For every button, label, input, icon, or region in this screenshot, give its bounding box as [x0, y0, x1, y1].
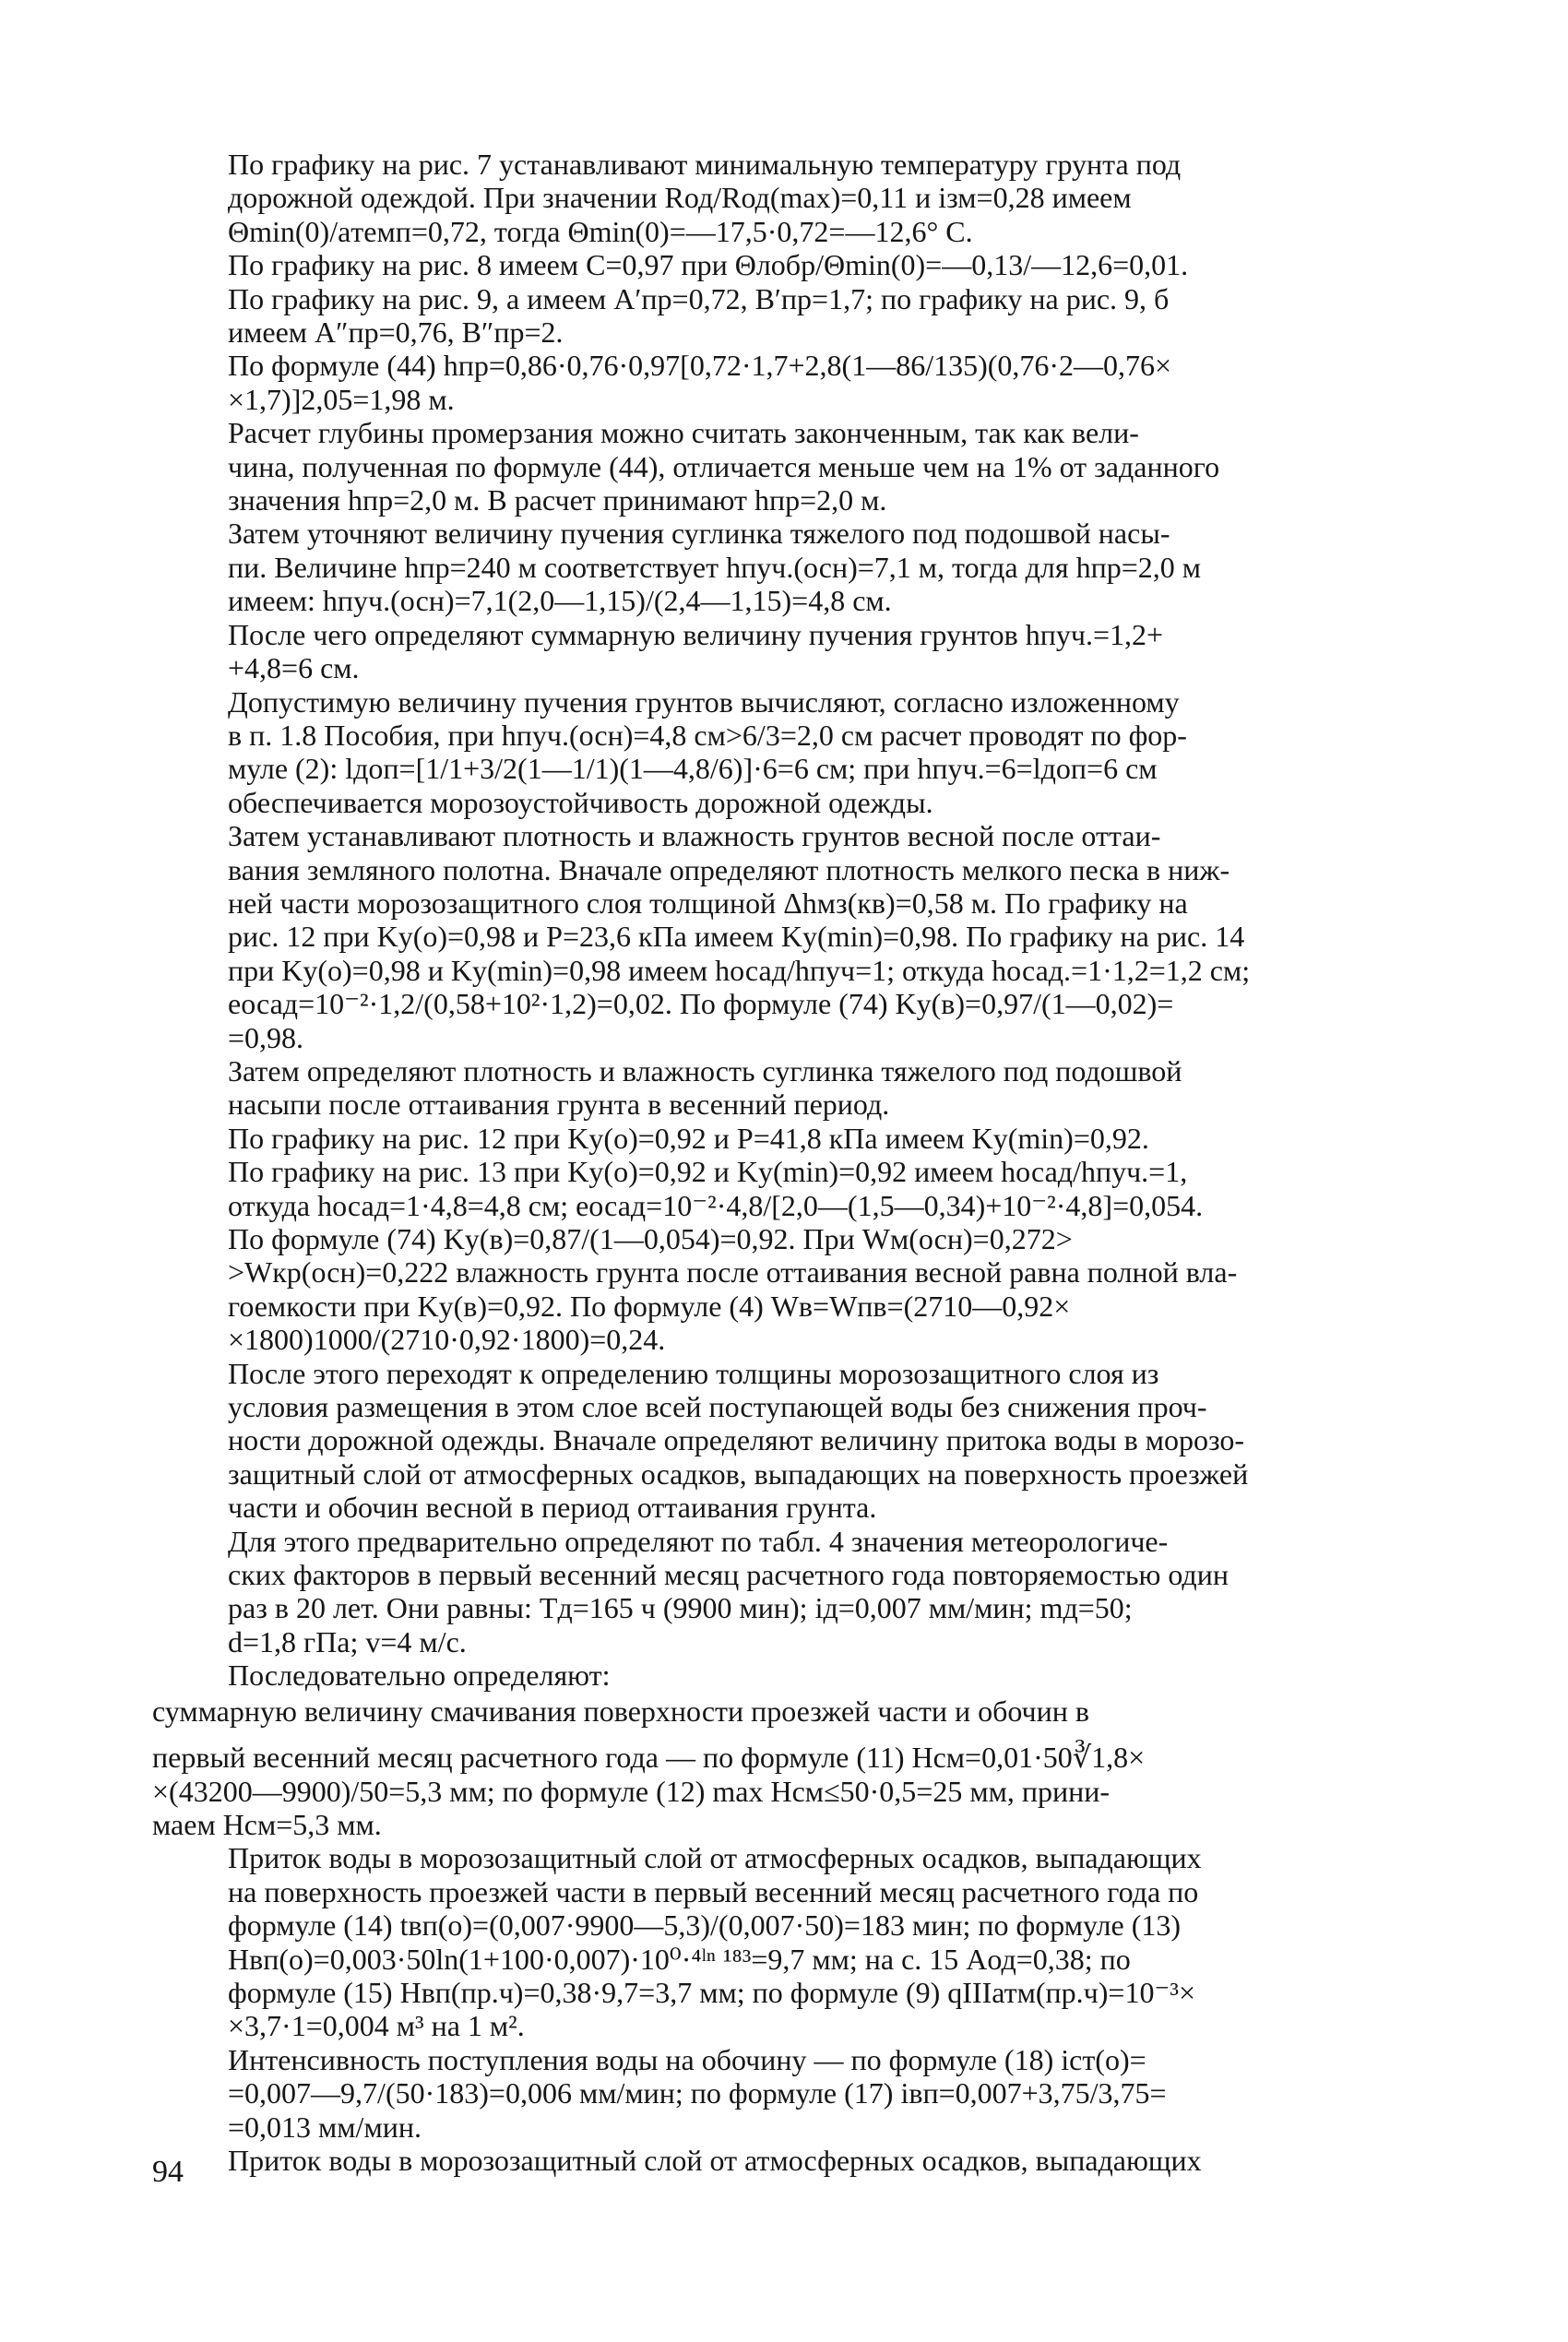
text-line: рис. 12 при Kу(о)=0,98 и P=23,6 кПа имеем Kу(min)=0,98. По графику на рис. 14	[228, 920, 1245, 954]
text-line: маем Hсм=5,3 мм.	[152, 1807, 382, 1841]
paragraph	[152, 1054, 1425, 1122]
text-line: По графику на рис. 8 имеем C=0,97 при Θлобр/Θmin(0)=—0,13/—12,6=0,01.	[228, 248, 1189, 282]
paragraph	[152, 2043, 1425, 2144]
text-line: дорожной одеждой. При значении Rод/Rод(max)=0,11 и iзм=0,28 имеем	[228, 181, 1132, 215]
text-line: вания земляного полотна. Вначале определяют плотность мелкого песка в ниж-	[228, 852, 1230, 886]
text-line: Для этого предварительно определяют по табл. 4 значения метеорологиче-	[228, 1524, 1169, 1558]
text-line: Допустимую величину пучения грунтов вычисляют, согласно изложенному	[228, 684, 1180, 719]
paragraph	[152, 282, 1425, 350]
text-line: муле (2): lдоп=[1/1+3/2(1—1/1)(1—4,8/6)]·6=6 см; при hпуч.=6=lдоп=6 см	[228, 752, 1158, 786]
text-line: По графику на рис. 7 устанавливают минимальную температуру грунта под	[228, 148, 1182, 181]
text-line: eосад=10⁻²·1,2/(0,58+10²·1,2)=0,02. По формуле (74) Kу(в)=0,97/(1—0,02)=	[228, 987, 1174, 1021]
text-line: ней части морозозащитного слоя толщиной Δhмз(кв)=0,58 м. По графику на	[228, 886, 1188, 920]
text-line: пи. Величине hпр=240 м соответствует hпуч.(осн)=7,1 м, тогда для hпр=2,0 м	[228, 550, 1202, 584]
paragraph	[152, 1357, 1425, 1525]
text-line: =0,013 мм/мин.	[228, 2110, 422, 2144]
text-line: части и обочин весной в период оттаивания грунта.	[228, 1491, 877, 1525]
text-line: По формуле (44) hпр=0,86·0,76·0,97[0,72·1,7+2,8(1—86/135)(0,76·2—0,76×	[228, 349, 1172, 383]
text-line: откуда hосад=1·4,8=4,8 см; eосад=10⁻²·4,8/[2,0—(1,5—0,34)+10⁻²·4,8]=0,054.	[228, 1188, 1204, 1222]
paragraph	[152, 349, 1425, 416]
text-line: имеем A″пр=0,76, B″пр=2.	[228, 315, 564, 350]
text-line: Приток воды в морозозащитный слой от атмосферных осадков, выпадающих	[228, 1841, 1202, 1875]
text-line: =0,007—9,7/(50·183)=0,006 мм/мин; по формуле (17) iвп=0,007+3,75/3,75=	[228, 2076, 1167, 2110]
text-line: Hвп(о)=0,003·50ln(1+100·0,007)·10⁰·⁴ˡⁿ ¹⁸³=9,7 мм; на с. 15 Aод=0,38; по	[228, 1942, 1131, 1976]
page-number: 94	[152, 2155, 184, 2189]
text-line: насыпи после оттаивания грунта в весенний период.	[228, 1088, 890, 1122]
paragraph	[152, 1122, 1425, 1222]
text-line: раз в 20 лет. Они равны: Tд=165 ч (9900 мин); iд=0,007 мм/мин; mд=50;	[228, 1591, 1133, 1625]
text-line: >Wкр(осн)=0,222 влажность грунта после оттаивания весной равна полной вла-	[228, 1255, 1238, 1290]
text-line: По формуле (74) Kу(в)=0,87/(1—0,054)=0,92. При Wм(осн)=0,272>	[228, 1222, 1073, 1255]
text-line: d=1,8 гПа; v=4 м/с.	[228, 1624, 467, 1658]
paragraph	[152, 1694, 1425, 1842]
text-line: при Kу(о)=0,98 и Kу(min)=0,98 имеем hосад/hпуч=1; откуда hосад.=1·1,2=1,2 см;	[228, 953, 1251, 987]
text-line: имеем: hпуч.(осн)=7,1(2,0—1,15)/(2,4—1,15)=4,8 см.	[228, 584, 892, 618]
text-line: защитный слой от атмосферных осадков, выпадающих на поверхность проезжей	[228, 1456, 1249, 1491]
text-line: =0,98.	[228, 1020, 304, 1054]
text-line: Приток воды в морозозащитный слой от атмосферных осадков, выпадающих	[228, 2143, 1202, 2177]
text-line: формуле (14) tвп(о)=(0,007·9900—5,3)/(0,007·50)=183 мин; по формуле (13)	[228, 1908, 1182, 1943]
text-line: ×1800)1000/(2710·0,92·1800)=0,24.	[228, 1323, 666, 1357]
paragraph	[152, 1525, 1425, 1659]
page-body-text	[152, 148, 1425, 2177]
text-line: ских факторов в первый весенний месяц расчетного года повторяемостью один	[228, 1558, 1229, 1592]
text-line: По графику на рис. 9, а имеем A′пр=0,72, B′пр=1,7; по графику на рис. 9, б	[228, 281, 1170, 315]
paragraph	[152, 416, 1425, 517]
text-line: После чего определяют суммарную величину пучения грунтов hпуч.=1,2+	[228, 617, 1164, 651]
paragraph	[152, 1841, 1425, 2042]
text-line: Затем устанавливают плотность и влажность грунтов весной после оттаи-	[228, 819, 1161, 853]
text-line: на поверхность проезжей части в первый весенний месяц расчетного года по	[228, 1874, 1199, 1908]
paragraph	[152, 148, 1425, 248]
text-line: Θmin(0)/aтемп=0,72, тогда Θmin(0)=—17,5·0,72=—12,6° С.	[228, 214, 973, 248]
text-line: суммарную величину смачивания поверхности проезжей части и обочин в	[152, 1694, 1089, 1728]
paragraph	[152, 819, 1425, 1054]
paragraph	[152, 248, 1425, 281]
text-line: ×3,7·1=0,004 м³ на 1 м².	[228, 2009, 525, 2043]
text-line: По графику на рис. 13 при Kу(о)=0,92 и Kу(min)=0,92 имеем hосад/hпуч.=1,	[228, 1155, 1188, 1189]
text-line: По графику на рис. 12 при Kу(о)=0,92 и P=41,8 кПа имеем Kу(min)=0,92.	[228, 1121, 1149, 1155]
paragraph	[152, 517, 1425, 617]
text-line: гоемкости при Kу(в)=0,92. По формуле (4) Wв=Wпв=(2710—0,92×	[228, 1289, 1071, 1323]
text-line: чина, полученная по формуле (44), отличается меньше чем на 1% от заданного	[228, 449, 1220, 483]
text-line: Последовательно определяют:	[228, 1658, 611, 1693]
text-line: в п. 1.8 Пособия, при hпуч.(осн)=4,8 см>6/3=2,0 см расчет проводят по фор-	[228, 718, 1187, 752]
text-line: Расчет глубины промерзания можно считать законченным, так как вели-	[228, 416, 1139, 450]
text-line: ×(43200—9900)/50=5,3 мм; по формуле (12) max Hсм≤50·0,5=25 мм, прини-	[152, 1774, 1110, 1808]
text-line: формуле (15) Hвп(пр.ч)=0,38·9,7=3,7 мм; по формуле (9) qIIIатм(пр.ч)=10⁻³×	[228, 1975, 1195, 2009]
text-line: После этого переходят к определению толщины морозозащитного слоя из	[228, 1356, 1159, 1390]
text-line: ×1,7)]2,05=1,98 м.	[228, 382, 455, 416]
text-line: первый весенний месяц расчетного года — по формуле (11) Hсм=0,01·50∛1,8×	[152, 1741, 1146, 1775]
text-line: +4,8=6 см.	[228, 651, 360, 685]
text-line: значения hпр=2,0 м. В расчет принимают hпр=2,0 м.	[228, 483, 887, 517]
text-line: Затем определяют плотность и влажность суглинка тяжелого под подошвой	[228, 1053, 1182, 1088]
paragraph	[152, 618, 1425, 685]
paragraph	[152, 685, 1425, 820]
paragraph	[152, 1222, 1425, 1357]
text-line: обеспечивается морозоустойчивость дорожной одежды.	[228, 785, 933, 819]
text-line: Интенсивность поступления воды на обочину — по формуле (18) iст(о)=	[228, 2042, 1146, 2076]
text-line: Затем уточняют величину пучения суглинка тяжелого под подошвой насы-	[228, 517, 1170, 551]
text-line: ности дорожной одежды. Вначале определяют величину притока воды в морозо-	[228, 1423, 1245, 1457]
text-line: условия размещения в этом слое всей поступающей воды без снижения проч-	[228, 1390, 1207, 1424]
paragraph	[152, 2144, 1425, 2177]
paragraph	[152, 1658, 1425, 1692]
